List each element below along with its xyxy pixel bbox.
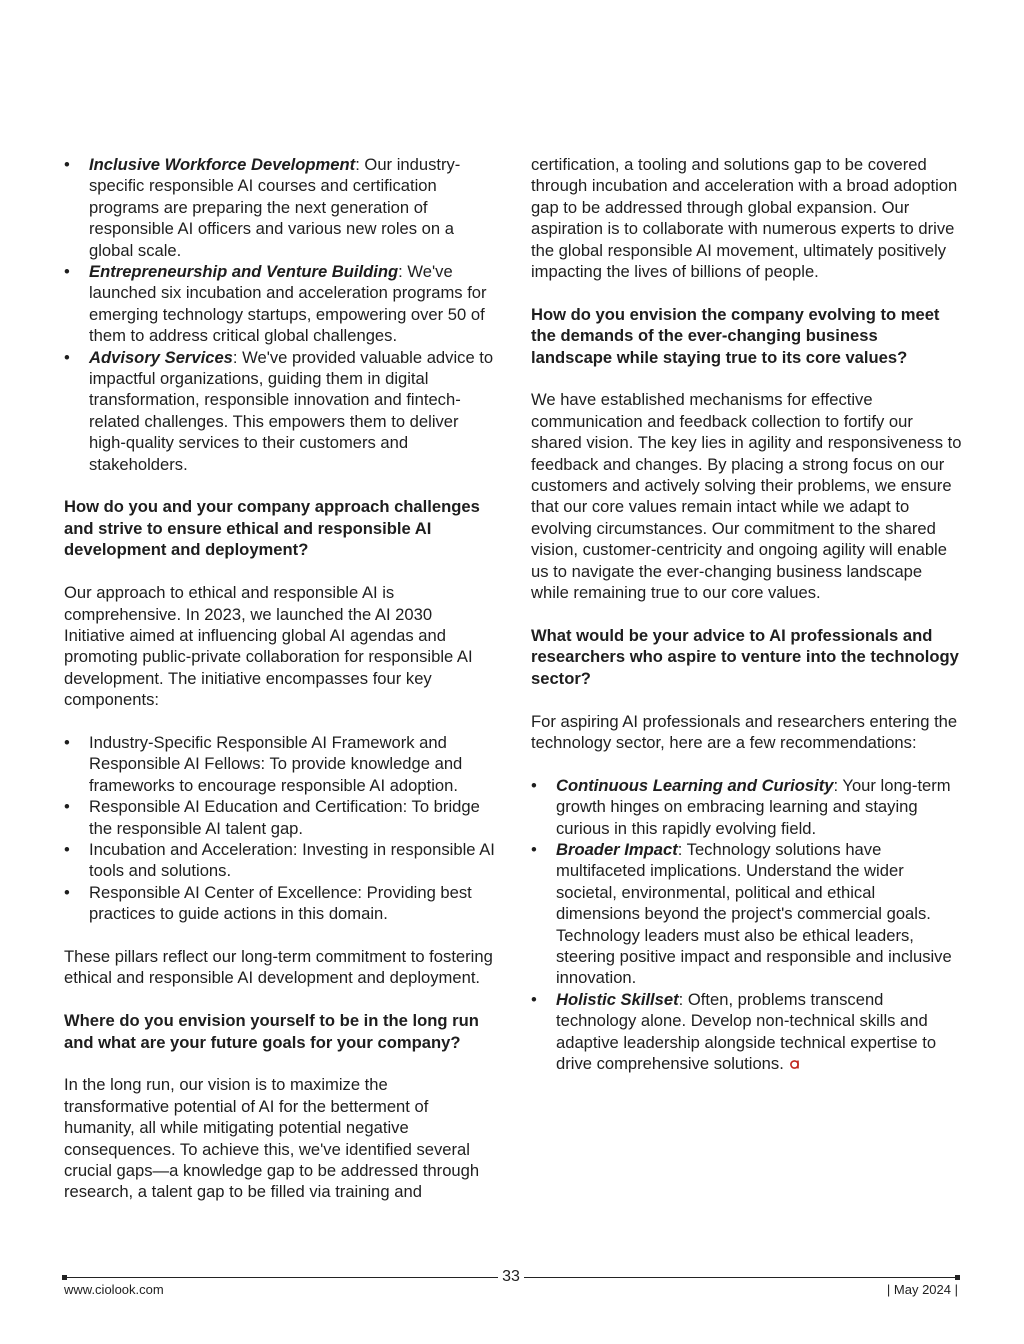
initiatives-list xyxy=(64,154,496,475)
list-item: • Inclusive Workforce Development: Our industry-specific responsible AI courses and certification programs are preparing the next generation of responsible AI officers and various new roles on a global scale. xyxy=(64,154,496,261)
components-list xyxy=(64,732,496,925)
list-item: • Entrepreneurship and Venture Building: We've launched six incubation and acceleration programs for emerging technology startups, empowering over 50 of them to address critical global challenges. xyxy=(64,261,496,347)
divider-end-dot xyxy=(955,1275,960,1280)
left-column xyxy=(64,154,496,1203)
question-future: Where do you envision yourself to be in the long run and what are your future goals for your company? xyxy=(64,1011,479,1052)
list-item: • Broader Impact: Technology solutions have multifaceted implications. Understand the wider societal, environmental, political and ethical dimensions beyond the project's commercial goals. Technology leaders must also be ethical leaders, steering positive impact and responsible and inclusive innovation. xyxy=(531,839,963,989)
answer-advice: For aspiring AI professionals and researchers entering the technology sector, here are a few recommendations: xyxy=(531,711,958,752)
answer-future: In the long run, our vision is to maximize the transformative potential of AI for the betterment of humanity, all while mitigating potential negative consequences. To achieve this, we've identified several crucial gaps—a knowledge gap to be addressed through research, a talent gap to be filled via training and xyxy=(64,1075,480,1202)
question-evolving: How do you envision the company evolving to meet the demands of the ever-changing business landscape while staying true to its core values? xyxy=(531,304,940,367)
list-item: • Holistic Skillset: Often, problems transcend technology alone. Develop non-technical skills and adaptive leadership alongside technical expertise to drive comprehensive solutions. xyxy=(531,989,963,1075)
answer-future-continued: certification, a tooling and solutions gap to be covered through incubation and acceleration with a broad adoption gap to be addressed through global expansion. Our aspiration is to collaborate with numerous experts to drive the global responsible AI movement, ultimately positively impacting the lives of billions of people. xyxy=(531,155,958,282)
answer-evolving: We have established mechanisms for effective communication and feedback collection to fortify our shared vision. The key lies in agility and responsiveness to feedback and changes. By placing a strong focus on our customers and actively solving their problems, we ensure that our core values remain intact while we adapt to evolving circumstances. Our commitment to the shared vision, customer-centricity and ongoing agility will enable us to navigate the ever-changing business landscape while remaining true to our core values. xyxy=(531,390,962,603)
issue-date: | May 2024 | xyxy=(886,1282,958,1297)
right-column xyxy=(531,154,963,1074)
list-item: • Continuous Learning and Curiosity: Your long-term growth hinges on embracing learning and staying curious in this rapidly evolving field. xyxy=(531,775,963,839)
website-url[interactable]: www.ciolook.com xyxy=(64,1282,164,1297)
list-item: • Incubation and Acceleration: Investing in responsible AI tools and solutions. xyxy=(64,839,496,882)
list-item: • Advisory Services: We've provided valuable advice to impactful organizations, guiding them in digital transformation, responsible innovation and fintech-related challenges. This empowers them to deliver high-quality services to their customers and stakeholders. xyxy=(64,347,496,475)
list-item: • Responsible AI Education and Certification: To bridge the responsible AI talent gap. xyxy=(64,796,496,839)
answer-ethics-conclusion: These pillars reflect our long-term commitment to fostering ethical and responsible AI development and deployment. xyxy=(64,946,493,988)
list-item: • Responsible AI Center of Excellence: Providing best practices to guide actions in this domain. xyxy=(64,882,496,925)
answer-ethics: Our approach to ethical and responsible AI is comprehensive. In 2023, we launched the AI 2030 Initiative aimed at influencing global AI agendas and promoting public-private collaboration for responsible AI development. The initiative encompasses four key components: xyxy=(64,583,473,710)
advice-list xyxy=(531,775,963,1075)
divider-end-dot xyxy=(62,1275,67,1280)
question-ethics: How do you and your company approach challenges and strive to ensure ethical and responsible AI development and deployment? xyxy=(64,497,480,560)
page-number: 33 xyxy=(498,1268,524,1286)
list-item: • Industry-Specific Responsible AI Framework and Responsible AI Fellows: To provide knowledge and frameworks to encourage responsible AI adoption. xyxy=(64,732,496,796)
question-advice: What would be your advice to AI professionals and researchers who aspire to venture into the technology sector? xyxy=(531,625,959,688)
page-footer xyxy=(62,1268,960,1308)
ciolook-end-mark-icon xyxy=(790,1054,801,1065)
